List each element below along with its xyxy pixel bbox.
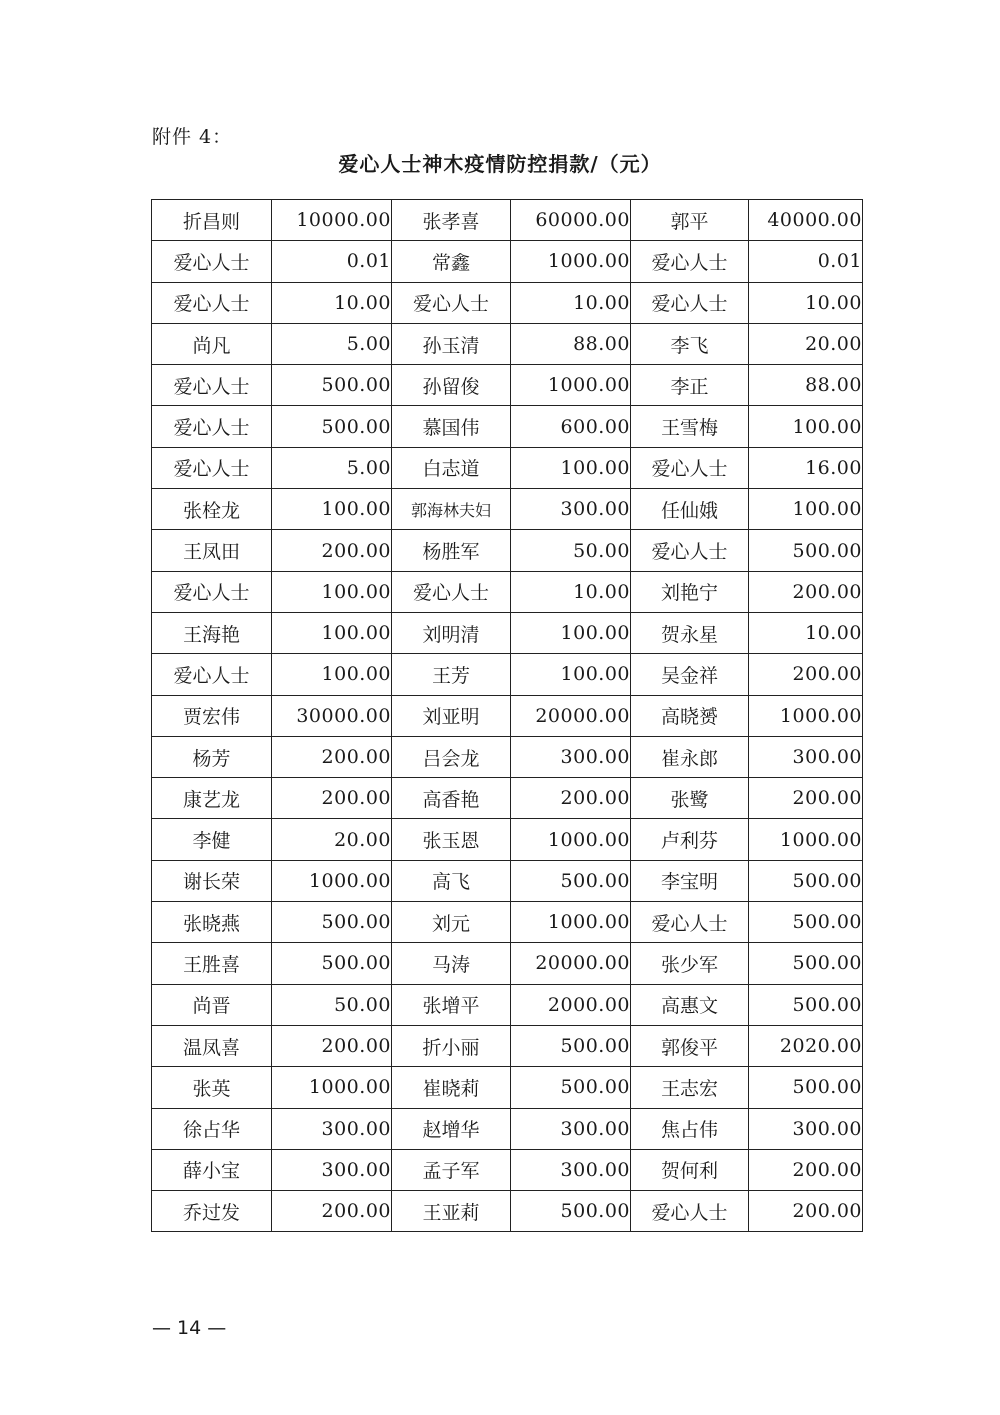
donation-amount: 1000.00 xyxy=(511,819,631,860)
donor-name: 尚凡 xyxy=(152,323,272,364)
donor-name: 孙留俊 xyxy=(392,365,511,406)
donation-amount: 500.00 xyxy=(749,984,863,1025)
donor-name: 张玉恩 xyxy=(392,819,511,860)
donation-amount: 100.00 xyxy=(511,447,631,488)
donor-name: 李飞 xyxy=(631,323,749,364)
donation-table xyxy=(151,199,863,1232)
donor-name: 崔永郎 xyxy=(631,736,749,777)
table-row xyxy=(152,365,863,406)
donor-name: 高惠文 xyxy=(631,984,749,1025)
table-row xyxy=(152,860,863,901)
donor-name: 刘明清 xyxy=(392,612,511,653)
donor-name: 张英 xyxy=(152,1067,272,1108)
donor-name: 孟子军 xyxy=(392,1149,511,1190)
donation-amount: 10000.00 xyxy=(272,200,392,241)
donor-name: 张鹭 xyxy=(631,778,749,819)
table-row xyxy=(152,323,863,364)
donor-name: 折昌则 xyxy=(152,200,272,241)
donor-name: 杨芳 xyxy=(152,736,272,777)
donation-amount: 100.00 xyxy=(511,612,631,653)
donation-amount: 200.00 xyxy=(511,778,631,819)
donation-amount: 20.00 xyxy=(749,323,863,364)
donor-name: 吕会龙 xyxy=(392,736,511,777)
donation-amount: 500.00 xyxy=(272,365,392,406)
donation-amount: 200.00 xyxy=(749,654,863,695)
donor-name: 贾宏伟 xyxy=(152,695,272,736)
donation-amount: 300.00 xyxy=(511,1149,631,1190)
donor-name: 爱心人士 xyxy=(631,902,749,943)
donor-name: 王雪梅 xyxy=(631,406,749,447)
donation-table-body xyxy=(152,200,863,1232)
donor-name: 爱心人士 xyxy=(631,530,749,571)
donor-name: 刘亚明 xyxy=(392,695,511,736)
donation-amount: 300.00 xyxy=(272,1108,392,1149)
donation-amount: 200.00 xyxy=(749,571,863,612)
donor-name: 张栓龙 xyxy=(152,489,272,530)
table-row xyxy=(152,943,863,984)
table-row xyxy=(152,571,863,612)
donation-amount: 2000.00 xyxy=(511,984,631,1025)
donation-amount: 100.00 xyxy=(272,654,392,695)
donor-name: 爱心人士 xyxy=(392,571,511,612)
donor-name: 郭俊平 xyxy=(631,1025,749,1066)
donor-name: 爱心人士 xyxy=(152,571,272,612)
donor-name: 刘艳宁 xyxy=(631,571,749,612)
donor-name: 王芳 xyxy=(392,654,511,695)
donation-amount: 200.00 xyxy=(272,1191,392,1232)
donation-amount: 1000.00 xyxy=(749,695,863,736)
donation-amount: 200.00 xyxy=(749,1149,863,1190)
table-row xyxy=(152,736,863,777)
donation-amount: 100.00 xyxy=(272,612,392,653)
donation-amount: 300.00 xyxy=(511,1108,631,1149)
document-title: 爱心人士神木疫情防控捐款/（元） xyxy=(338,152,662,176)
table-row xyxy=(152,200,863,241)
donor-name: 张少军 xyxy=(631,943,749,984)
donor-name: 爱心人士 xyxy=(152,365,272,406)
donation-amount: 30000.00 xyxy=(272,695,392,736)
donor-name: 吴金祥 xyxy=(631,654,749,695)
table-row xyxy=(152,612,863,653)
donation-amount: 200.00 xyxy=(272,1025,392,1066)
donor-name: 张增平 xyxy=(392,984,511,1025)
donation-amount: 500.00 xyxy=(272,943,392,984)
donor-name: 薛小宝 xyxy=(152,1149,272,1190)
donation-amount: 1000.00 xyxy=(749,819,863,860)
table-row xyxy=(152,984,863,1025)
table-row xyxy=(152,654,863,695)
table-row xyxy=(152,406,863,447)
donor-name: 王志宏 xyxy=(631,1067,749,1108)
donation-amount: 1000.00 xyxy=(511,902,631,943)
donor-name: 爱心人士 xyxy=(152,241,272,282)
donation-amount: 0.01 xyxy=(749,241,863,282)
donation-amount: 10.00 xyxy=(749,282,863,323)
donation-amount: 200.00 xyxy=(272,530,392,571)
donation-amount: 200.00 xyxy=(749,1191,863,1232)
donation-amount: 300.00 xyxy=(749,1108,863,1149)
donation-amount: 200.00 xyxy=(749,778,863,819)
donation-amount: 100.00 xyxy=(511,654,631,695)
donor-name: 张孝喜 xyxy=(392,200,511,241)
donation-amount: 1000.00 xyxy=(511,365,631,406)
donation-amount: 20.00 xyxy=(272,819,392,860)
donor-name: 白志道 xyxy=(392,447,511,488)
donation-amount: 500.00 xyxy=(511,860,631,901)
donor-name: 李正 xyxy=(631,365,749,406)
table-row xyxy=(152,1191,863,1232)
donor-name: 贺何利 xyxy=(631,1149,749,1190)
table-row xyxy=(152,778,863,819)
donor-name: 常鑫 xyxy=(392,241,511,282)
donor-name: 赵增华 xyxy=(392,1108,511,1149)
donation-amount: 100.00 xyxy=(272,571,392,612)
table-row xyxy=(152,241,863,282)
donation-amount: 100.00 xyxy=(272,489,392,530)
donation-amount: 50.00 xyxy=(511,530,631,571)
donation-amount: 500.00 xyxy=(749,943,863,984)
donor-name: 杨胜军 xyxy=(392,530,511,571)
donor-name: 张晓燕 xyxy=(152,902,272,943)
donation-amount: 1000.00 xyxy=(511,241,631,282)
table-row xyxy=(152,1108,863,1149)
page-number: — 14 — xyxy=(152,1317,227,1339)
donor-name: 马涛 xyxy=(392,943,511,984)
donation-amount: 60000.00 xyxy=(511,200,631,241)
donation-amount: 500.00 xyxy=(272,406,392,447)
donation-amount: 40000.00 xyxy=(749,200,863,241)
donation-amount: 10.00 xyxy=(749,612,863,653)
donation-amount: 0.01 xyxy=(272,241,392,282)
donor-name: 折小丽 xyxy=(392,1025,511,1066)
donation-amount: 100.00 xyxy=(749,406,863,447)
donor-name: 爱心人士 xyxy=(152,654,272,695)
table-row xyxy=(152,1025,863,1066)
donor-name: 徐占华 xyxy=(152,1108,272,1149)
donation-amount: 200.00 xyxy=(272,778,392,819)
donor-name: 郭海林夫妇 xyxy=(392,489,511,530)
table-row xyxy=(152,489,863,530)
donor-name: 爱心人士 xyxy=(631,1191,749,1232)
donor-name: 任仙娥 xyxy=(631,489,749,530)
donor-name: 李宝明 xyxy=(631,860,749,901)
donation-amount: 500.00 xyxy=(511,1025,631,1066)
donation-amount: 5.00 xyxy=(272,323,392,364)
donation-amount: 10.00 xyxy=(511,282,631,323)
donor-name: 爱心人士 xyxy=(152,282,272,323)
donor-name: 贺永星 xyxy=(631,612,749,653)
table-row xyxy=(152,1067,863,1108)
table-row xyxy=(152,819,863,860)
donation-amount: 100.00 xyxy=(749,489,863,530)
donor-name: 乔过发 xyxy=(152,1191,272,1232)
table-row xyxy=(152,530,863,571)
donation-amount: 300.00 xyxy=(272,1149,392,1190)
donation-amount: 88.00 xyxy=(749,365,863,406)
donor-name: 爱心人士 xyxy=(631,447,749,488)
donor-name: 爱心人士 xyxy=(152,447,272,488)
donor-name: 爱心人士 xyxy=(631,282,749,323)
donation-amount: 500.00 xyxy=(749,902,863,943)
table-row xyxy=(152,447,863,488)
table-row xyxy=(152,902,863,943)
donation-amount: 20000.00 xyxy=(511,943,631,984)
table-row xyxy=(152,282,863,323)
donor-name: 康艺龙 xyxy=(152,778,272,819)
donor-name: 高飞 xyxy=(392,860,511,901)
donor-name: 郭平 xyxy=(631,200,749,241)
donor-name: 刘元 xyxy=(392,902,511,943)
donor-name: 温凤喜 xyxy=(152,1025,272,1066)
donation-amount: 1000.00 xyxy=(272,1067,392,1108)
donor-name: 王亚莉 xyxy=(392,1191,511,1232)
donation-amount: 600.00 xyxy=(511,406,631,447)
donor-name: 高晓赟 xyxy=(631,695,749,736)
donor-name: 焦占伟 xyxy=(631,1108,749,1149)
donor-name: 王海艳 xyxy=(152,612,272,653)
donation-amount: 300.00 xyxy=(511,736,631,777)
donation-amount: 500.00 xyxy=(749,860,863,901)
donor-name: 王凤田 xyxy=(152,530,272,571)
table-row xyxy=(152,1149,863,1190)
donation-amount: 300.00 xyxy=(749,736,863,777)
donation-amount: 10.00 xyxy=(272,282,392,323)
donor-name: 谢长荣 xyxy=(152,860,272,901)
donor-name: 爱心人士 xyxy=(392,282,511,323)
donation-amount: 88.00 xyxy=(511,323,631,364)
attachment-label: 附件 4： xyxy=(152,126,233,148)
donation-amount: 200.00 xyxy=(272,736,392,777)
donation-amount: 2020.00 xyxy=(749,1025,863,1066)
table-row xyxy=(152,695,863,736)
donor-name: 爱心人士 xyxy=(631,241,749,282)
donation-amount: 20000.00 xyxy=(511,695,631,736)
donation-amount: 500.00 xyxy=(749,530,863,571)
donation-amount: 50.00 xyxy=(272,984,392,1025)
donation-amount: 1000.00 xyxy=(272,860,392,901)
donation-amount: 5.00 xyxy=(272,447,392,488)
donor-name: 崔晓莉 xyxy=(392,1067,511,1108)
donor-name: 卢利芬 xyxy=(631,819,749,860)
donor-name: 李健 xyxy=(152,819,272,860)
donor-name: 爱心人士 xyxy=(152,406,272,447)
donation-amount: 10.00 xyxy=(511,571,631,612)
donation-amount: 500.00 xyxy=(749,1067,863,1108)
donor-name: 慕国伟 xyxy=(392,406,511,447)
donation-amount: 300.00 xyxy=(511,489,631,530)
donation-amount: 500.00 xyxy=(272,902,392,943)
donor-name: 高香艳 xyxy=(392,778,511,819)
donor-name: 孙玉清 xyxy=(392,323,511,364)
donor-name: 尚晋 xyxy=(152,984,272,1025)
donation-amount: 16.00 xyxy=(749,447,863,488)
donation-amount: 500.00 xyxy=(511,1191,631,1232)
donor-name: 王胜喜 xyxy=(152,943,272,984)
donation-amount: 500.00 xyxy=(511,1067,631,1108)
